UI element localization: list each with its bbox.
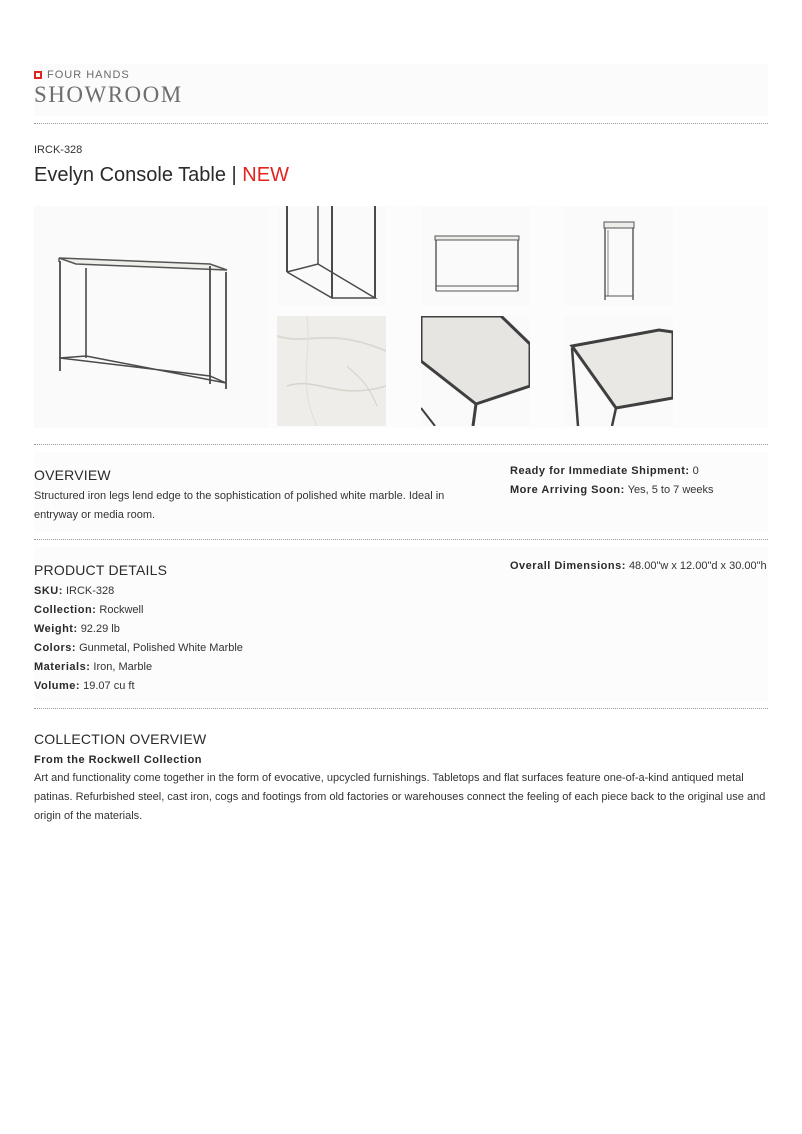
detail-value: Iron, Marble bbox=[93, 661, 153, 673]
detail-row-colors bbox=[34, 639, 243, 658]
detail-row-collection bbox=[34, 601, 243, 620]
console-table-legs-detail-photo[interactable] bbox=[277, 206, 386, 306]
detail-value: Gunmetal, Polished White Marble bbox=[79, 642, 243, 654]
shipment-value: 0 bbox=[692, 465, 699, 477]
detail-row-sku bbox=[34, 582, 243, 601]
detail-row-volume bbox=[34, 677, 243, 696]
detail-value: 92.29 lb bbox=[80, 623, 120, 635]
overview-heading: OVERVIEW bbox=[34, 467, 111, 483]
brand-logo-icon bbox=[34, 71, 42, 79]
product-title bbox=[34, 164, 289, 187]
dimensions bbox=[510, 557, 767, 576]
details-heading: PRODUCT DETAILS bbox=[34, 562, 168, 578]
detail-label: Collection: bbox=[34, 604, 97, 616]
console-table-front-photo[interactable] bbox=[421, 206, 530, 306]
product-gallery bbox=[34, 206, 768, 428]
marble-corner-detail-photo[interactable] bbox=[421, 316, 530, 426]
detail-label: Materials: bbox=[34, 661, 91, 673]
overview-text: Structured iron legs lend edge to the sophistication of polished white marble. Ideal in entryway or media room. bbox=[34, 490, 445, 521]
dimensions-value: 48.00"w x 12.00"d x 30.00"h bbox=[628, 560, 767, 572]
brand-row bbox=[34, 69, 130, 81]
overview-section bbox=[34, 452, 768, 532]
product-title-text: Evelyn Console Table | bbox=[34, 164, 237, 186]
arriving-status bbox=[510, 481, 714, 500]
detail-row-weight bbox=[34, 620, 243, 639]
detail-label: Weight: bbox=[34, 623, 78, 635]
showroom-header bbox=[34, 64, 768, 116]
collection-text: Art and functionality come together in the form of evocative, upcycled furnishings. Tabletops and flat surfaces feature one-of-a-kind antiqued metal patinas. Refurbished steel, cast iron, cogs and footings from old factories or warehouses connect the feeling of each piece back to the original use and origin of the materials. bbox=[34, 772, 766, 822]
collection-heading: COLLECTION OVERVIEW bbox=[34, 731, 207, 747]
detail-value: IRCK-328 bbox=[65, 585, 115, 597]
arriving-value: Yes, 5 to 7 weeks bbox=[627, 484, 714, 496]
details-divider bbox=[34, 708, 768, 709]
shipment-label: Ready for Immediate Shipment: bbox=[510, 465, 690, 477]
detail-label: Colors: bbox=[34, 642, 76, 654]
marble-top-corner-photo[interactable] bbox=[564, 316, 673, 426]
overview-divider bbox=[34, 539, 768, 540]
showroom-title: SHOWROOM bbox=[34, 82, 183, 107]
collection-subheading-text: From the Rockwell Collection bbox=[34, 754, 203, 766]
product-sku-header: IRCK-328 bbox=[34, 144, 83, 156]
dimensions-label: Overall Dimensions: bbox=[510, 560, 626, 572]
collection-section bbox=[34, 716, 768, 828]
new-badge: NEW bbox=[242, 164, 289, 186]
detail-label: SKU: bbox=[34, 585, 63, 597]
product-details-section bbox=[34, 547, 768, 701]
console-table-side-photo[interactable] bbox=[564, 206, 673, 306]
gallery-divider bbox=[34, 444, 768, 445]
details-list bbox=[34, 582, 243, 696]
marble-texture-photo[interactable] bbox=[277, 316, 386, 426]
brand-name: FOUR HANDS bbox=[47, 69, 130, 81]
shipment-status bbox=[510, 462, 699, 481]
detail-label: Volume: bbox=[34, 680, 81, 692]
header-divider bbox=[34, 123, 768, 124]
collection-subheading bbox=[34, 751, 202, 770]
detail-value: 19.07 cu ft bbox=[83, 680, 135, 692]
detail-row-materials bbox=[34, 658, 243, 677]
arriving-label: More Arriving Soon: bbox=[510, 484, 625, 496]
console-table-angle-photo[interactable] bbox=[34, 206, 268, 428]
detail-value: Rockwell bbox=[99, 604, 144, 616]
